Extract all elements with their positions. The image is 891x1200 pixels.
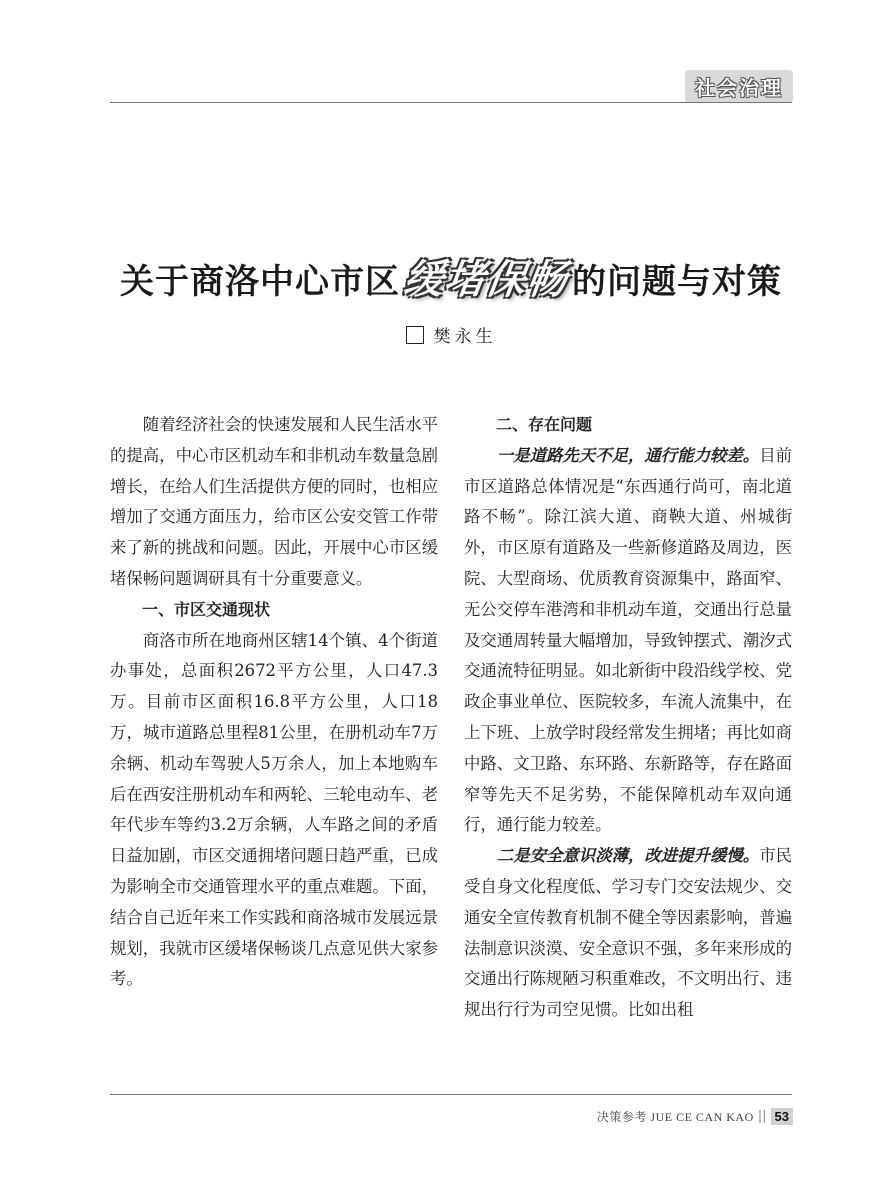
article-title	[110, 248, 792, 305]
paragraph-3	[464, 841, 792, 1026]
left-column	[110, 410, 438, 995]
paragraph-2-body: 目前市区道路总体情况是“东西通行尚可，南北道路不畅”。除江滨大道、商鞅大道、州城街外，市区原有道路及一些新修道路及周边，医院、大型商场、优质教育资源集中，路面窄、无公交停车港湾和非机动车道，交通出行总量及交通周转量大幅增加，导致钟摆式、潮汐式交通流特征明显。如北新街中段沿线学校、党政企事业单位、医院较多，车流人流集中，在上下班、上放学时段经常发生拥堵；再比如商中路、文卫路、东环路、东新路等，存在路面窄等先天不足劣势，不能保障机动车双向通行，通行能力较差。	[464, 445, 793, 835]
section-heading-1: 一、市区交通现状	[142, 599, 271, 619]
magazine-name: 决策参考 JUE CE CAN KAO	[596, 1110, 754, 1124]
author-name: 樊永生	[433, 327, 497, 347]
title-highlight: 缓堵保畅	[400, 256, 571, 303]
square-icon	[406, 326, 424, 344]
footer-separator: ||	[757, 1109, 767, 1124]
section-tag: 社会治理	[685, 70, 793, 103]
bottom-divider	[110, 1094, 792, 1095]
title-part-before: 关于商洛中心市区	[120, 262, 400, 302]
lead-sentence-2: 二是安全意识淡薄，改进提升缓慢。	[496, 846, 760, 866]
title-part-after: 的问题与对策	[572, 262, 782, 302]
byline	[110, 322, 792, 347]
page-number: 53	[771, 1108, 793, 1125]
right-column	[464, 410, 792, 1026]
paragraph-3-body: 市民受自身文化程度低、学习专门交安法规少、交通安全宣传教育机制不健全等因素影响，普遍法制意识淡漠、安全意识不强，多年来形成的交通出行陈规陋习积重难改，不文明出行、违规出行行为司空见惯。比如出租	[464, 846, 793, 1020]
top-divider	[110, 102, 792, 103]
paragraph-1: 商洛市所在地商州区辖14个镇、4个街道办事处，总面积2672平方公里，人口47.3万。目前市区面积16.8平方公里，人口18万，城市道路总里程81公里，在册机动车7万余辆、机动车驾驶人5万余人，加上本地购车后在西安注册机动车和两轮、三轮电动车、老年代步车等约3.2万余辆，人车路之间的矛盾日益加剧，市区交通拥堵问题日趋严重，已成为影响全市交通管理水平的重点难题。下面，结合自己近年来工作实践和商洛城市发展远景规划，我就市区缓堵保畅谈几点意见供大家参考。	[110, 630, 438, 989]
page-footer	[597, 1108, 793, 1125]
paragraph-2	[464, 441, 792, 841]
lead-sentence-1: 一是道路先天不足，通行能力较差。	[496, 445, 760, 465]
section-heading-2: 二、存在问题	[496, 415, 593, 434]
intro-paragraph: 随着经济社会的快速发展和人民生活水平的提高，中心市区机动车和非机动车数量急剧增长，在给人们生活提供方便的同时，也相应增加了交通方面压力，给市区公安交管工作带来了新的挑战和问题。因此，开展中心市区缓堵保畅问题调研具有十分重要意义。	[110, 415, 438, 588]
